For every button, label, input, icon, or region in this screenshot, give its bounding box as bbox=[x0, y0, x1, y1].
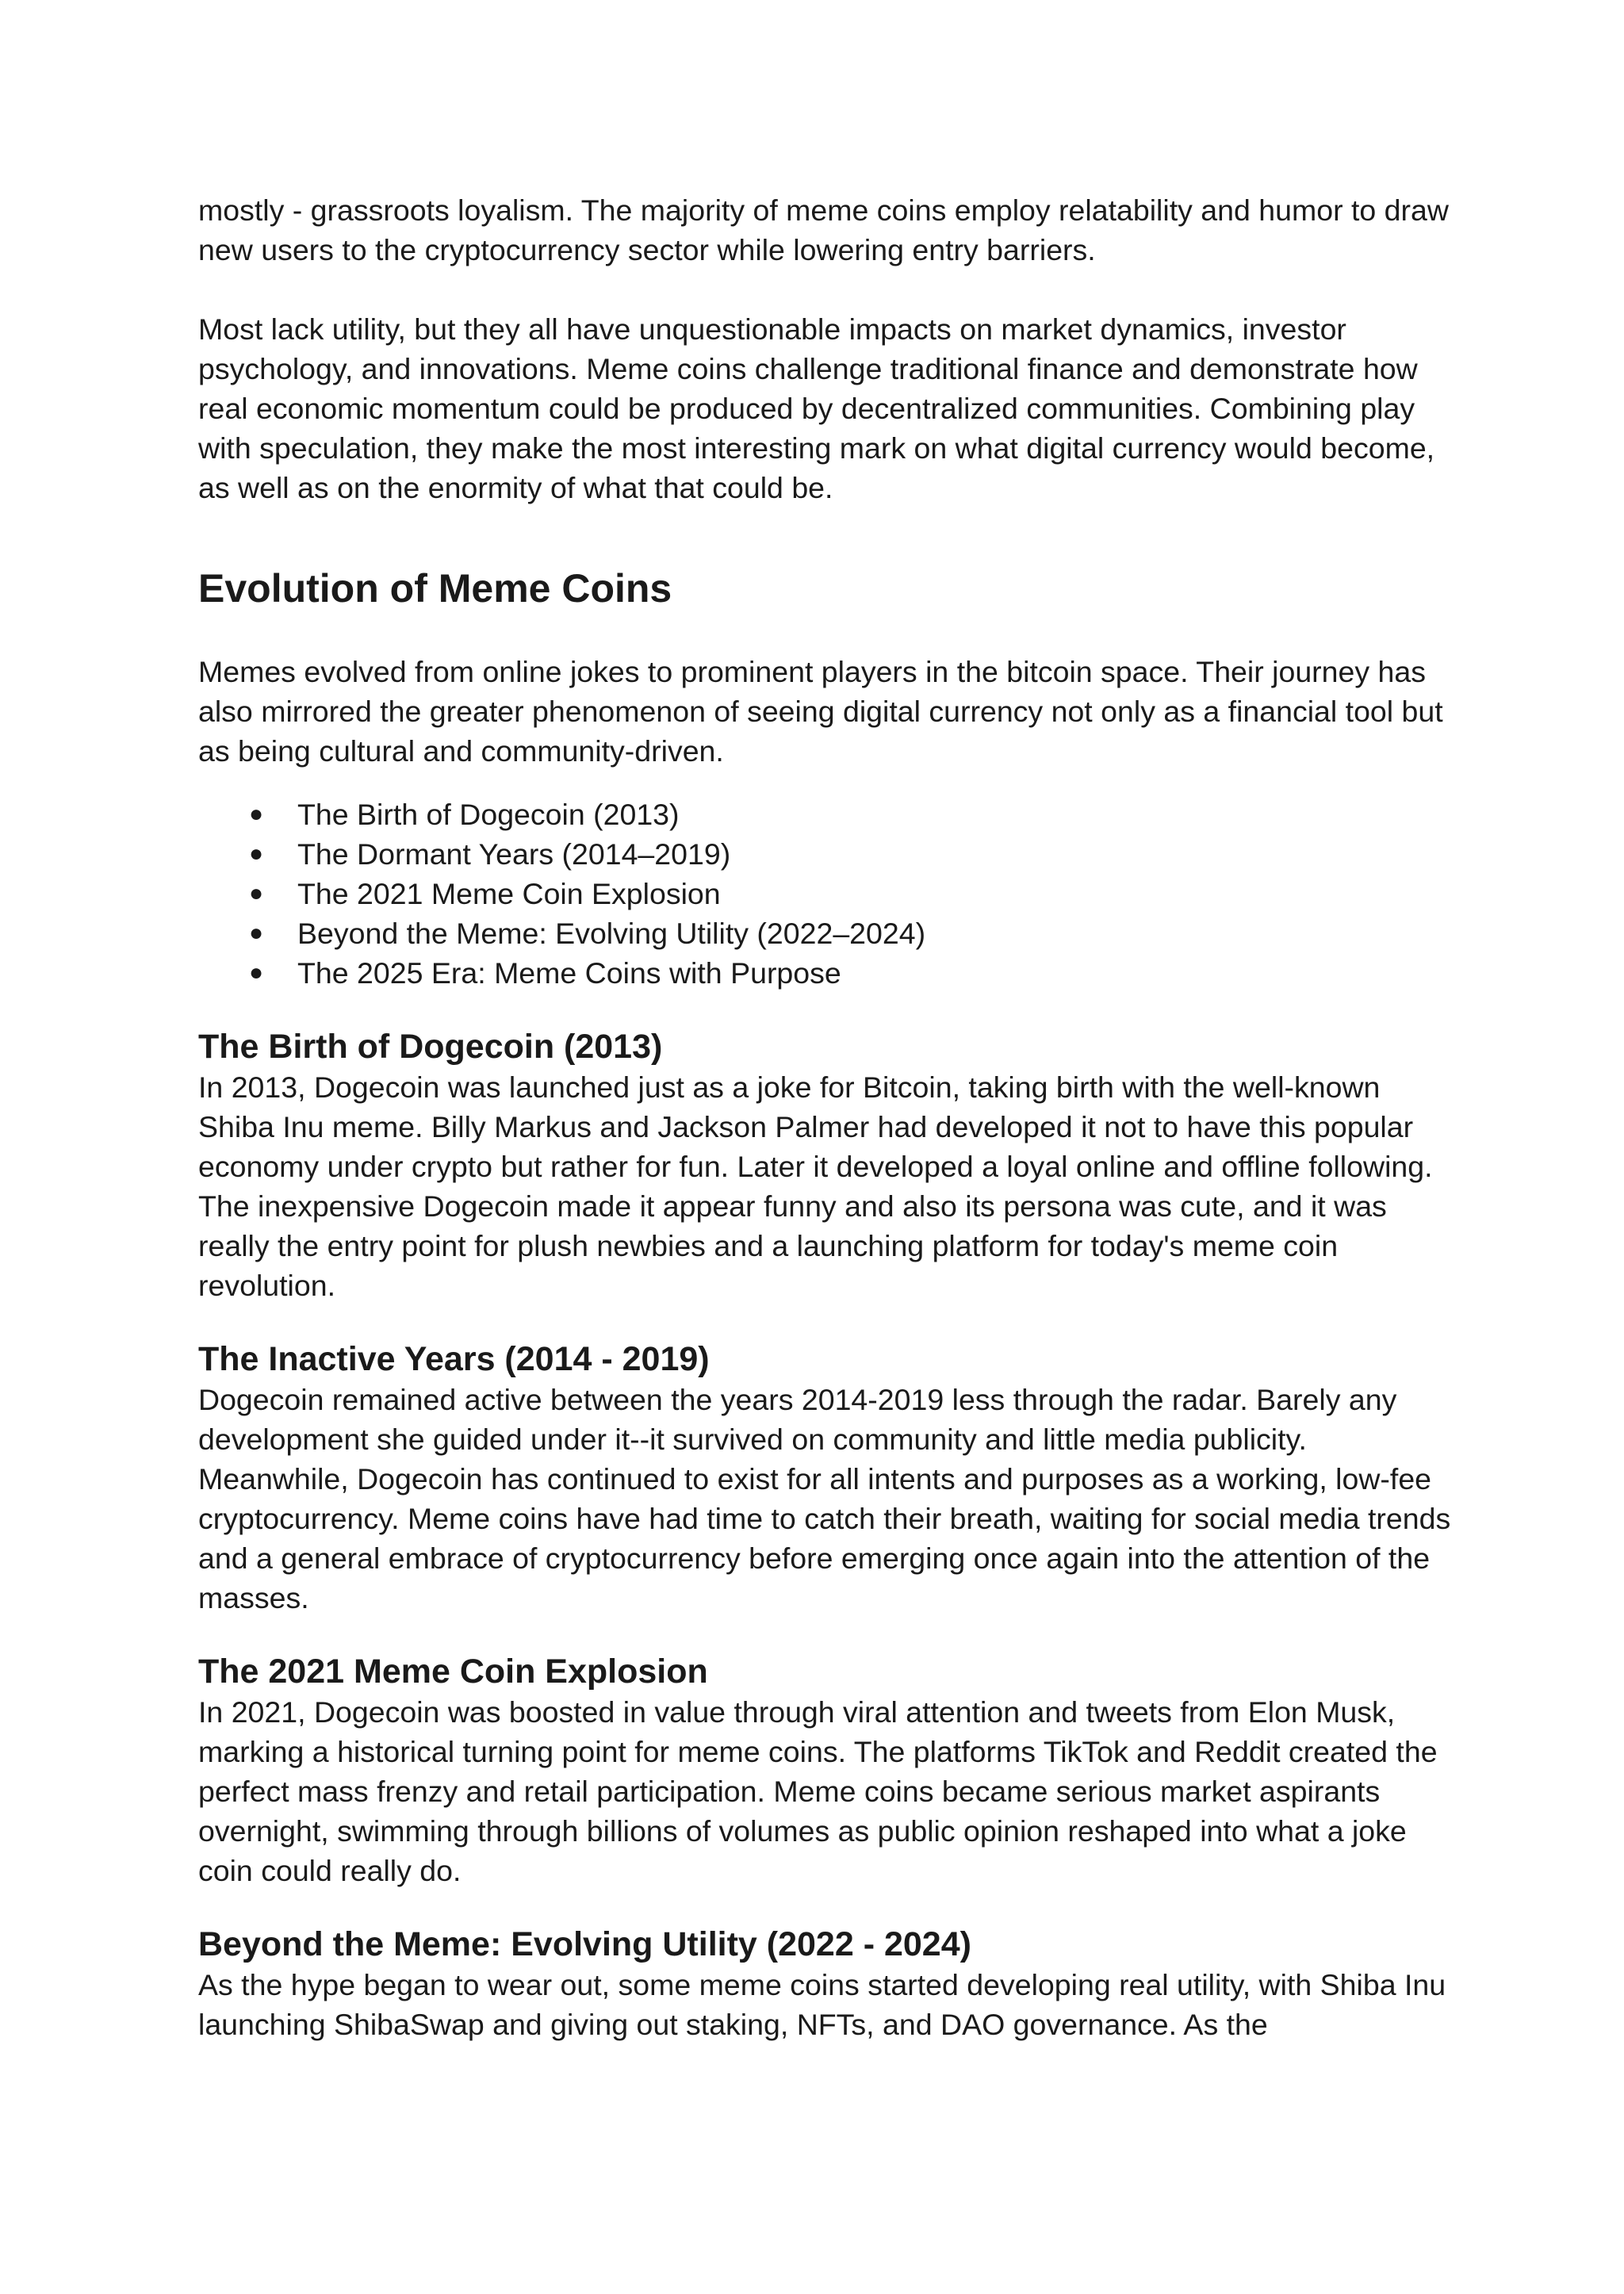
toc-item-label: The Dormant Years (2014–2019) bbox=[297, 837, 731, 871]
toc-item-label: The Birth of Dogecoin (2013) bbox=[297, 798, 680, 831]
section-body: In 2021, Dogecoin was boosted in value through viral attention and tweets from Elon Musk, marking a historical turning point for meme coins. The platforms TikTok and Reddit created the perfect mass frenzy and retail participation. Meme coins became serious market aspirants overnight, swimming through billions of volumes as public opinion reshaped into what a joke coin could really do. bbox=[198, 1695, 1438, 1887]
bullet-icon: ● bbox=[249, 880, 264, 906]
intro-paragraph-2: Most lack utility, but they all have unquestionable impacts on market dynamics, investor psychology, and innovations. Meme coins challenge traditional finance and demonstrate how real economic momentum could be produced by decentralized communities. Combining play with speculation, they make the most interesting mark on what digital currency would become, as well as on the enormity of what that could be. bbox=[198, 312, 1435, 504]
toc-item-label: Beyond the Meme: Evolving Utility (2022–2024) bbox=[297, 917, 926, 950]
bullet-icon: ● bbox=[249, 959, 264, 986]
toc-item bbox=[198, 913, 1451, 953]
toc-item-label: The 2021 Meme Coin Explosion bbox=[297, 877, 721, 910]
evolution-intro-paragraph: Memes evolved from online jokes to prominent players in the bitcoin space. Their journey has also mirrored the greater phenomenon of seeing digital currency not only as a financial tool but as being cultural and community-driven. bbox=[198, 655, 1443, 768]
section-body: Dogecoin remained active between the years 2014-2019 less through the radar. Barely any development she guided under it--it survived on community and little media publicity. Meanwhile, Dogecoin has continued to exist for all intents and purposes as a working, low-fee cryptocurrency. Meme coins have had time to catch their breath, waiting for social media trends and a general embrace of cryptocurrency before emerging once again into the attention of the masses. bbox=[198, 1383, 1451, 1614]
section-2021-explosion bbox=[198, 1651, 1451, 1890]
intro-paragraph-1: mostly - grassroots loyalism. The majority of meme coins employ relatability and humor to draw new users to the cryptocurrency sector while lowering entry barriers. bbox=[198, 193, 1449, 266]
section-inactive-years bbox=[198, 1338, 1451, 1618]
section-beyond-the-meme bbox=[198, 1924, 1451, 2044]
toc-item bbox=[198, 834, 1451, 874]
section-birth-of-dogecoin bbox=[198, 1026, 1451, 1305]
section-body: As the hype began to wear out, some meme coins started developing real utility, with Shiba Inu launching ShibaSwap and giving out staking, NFTs, and DAO governance. As the bbox=[198, 1968, 1446, 2041]
toc-item bbox=[198, 953, 1451, 993]
toc-item bbox=[198, 874, 1451, 913]
bullet-icon: ● bbox=[249, 841, 264, 867]
evolution-toc-list bbox=[198, 795, 1451, 993]
document-page bbox=[198, 190, 1451, 2044]
bullet-icon: ● bbox=[249, 920, 264, 946]
bullet-icon: ● bbox=[249, 801, 264, 827]
section-body: In 2013, Dogecoin was launched just as a joke for Bitcoin, taking birth with the well-known Shiba Inu meme. Billy Markus and Jackson Palmer had developed it not to have this popular economy under crypto but rather for fun. Later it developed a loyal online and offline following. The inexpensive Dogecoin made it appear funny and also its persona was cute, and it was really the entry point for plush newbies and a launching platform for today's meme coin revolution. bbox=[198, 1070, 1433, 1302]
section-heading: The Inactive Years (2014 - 2019) bbox=[198, 1340, 710, 1378]
section-heading: The Birth of Dogecoin (2013) bbox=[198, 1028, 663, 1066]
evolution-heading: Evolution of Meme Coins bbox=[198, 566, 672, 611]
section-heading: Beyond the Meme: Evolving Utility (2022 - 2024) bbox=[198, 1925, 971, 1963]
toc-item-label: The 2025 Era: Meme Coins with Purpose bbox=[297, 956, 841, 990]
toc-item bbox=[198, 795, 1451, 834]
section-heading: The 2021 Meme Coin Explosion bbox=[198, 1653, 708, 1691]
